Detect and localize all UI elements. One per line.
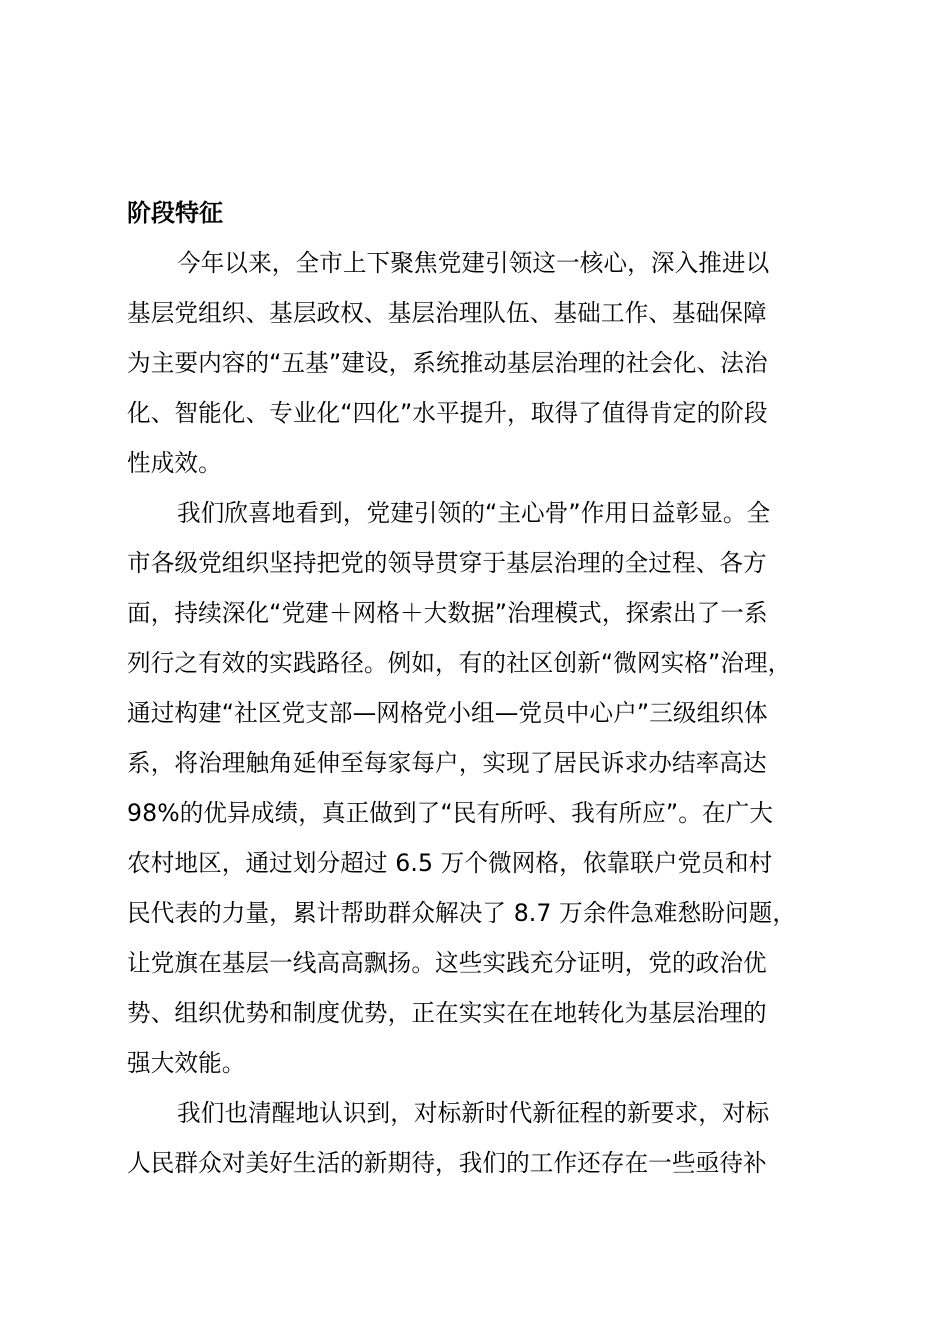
document-body	[127, 246, 847, 1196]
paragraph-2-line-12: 强大效能。	[127, 1049, 246, 1077]
paragraph-2-line-1: 我们欣喜地看到，党建引领的“主心骨”作用日益彰显。全	[177, 499, 771, 527]
paragraph-2-line-11: 势、组织优势和制度优势，正在实实在在地转化为基层治理的	[127, 999, 767, 1027]
paragraph-2-line-8: 农村地区，通过划分超过 6.5 万个微网格，依靠联户党员和村	[127, 849, 773, 877]
paragraph-1-line-1: 今年以来，全市上下聚焦党建引领这一核心，深入推进以	[177, 249, 770, 277]
paragraph-1-line-5: 性成效。	[127, 449, 222, 477]
paragraph-2-line-10: 让党旗在基层一线高高飘扬。这些实践充分证明，党的政治优	[127, 949, 767, 977]
paragraph-3-line-1: 我们也清醒地认识到，对标新时代新征程的新要求，对标	[177, 1099, 770, 1127]
paragraph-2-line-7: 98%的优异成绩，真正做到了“民有所呼、我有所应”。在广大	[127, 799, 774, 827]
paragraph-2-line-5: 通过构建“社区党支部—网格党小组—党员中心户”三级组织体	[127, 699, 768, 727]
paragraph-3-line-2: 人民群众对美好生活的新期待，我们的工作还存在一些亟待补	[127, 1149, 767, 1177]
paragraph-1-line-2: 基层党组织、基层政权、基层治理队伍、基础工作、基础保障	[127, 299, 767, 327]
paragraph-1-line-3: 为主要内容的“五基”建设，系统推动基层治理的社会化、法治	[127, 349, 768, 377]
paragraph-1-line-4: 化、智能化、专业化“四化”水平提升，取得了值得肯定的阶段	[127, 399, 768, 427]
paragraph-2-line-3: 面，持续深化“党建＋网格＋大数据”治理模式，探索出了一系	[127, 599, 768, 627]
paragraph-2-line-2: 市各级党组织坚持把党的领导贯穿于基层治理的全过程、各方	[127, 549, 767, 577]
paragraph-2-line-9: 民代表的力量，累计帮助群众解决了 8.7 万余件急难愁盼问题，	[127, 899, 797, 927]
paragraph-2-line-4: 列行之有效的实践路径。例如，有的社区创新“微网实格”治理，	[127, 649, 792, 677]
section-heading: 阶段特征	[127, 199, 223, 227]
paragraph-2-line-6: 系，将治理触角延伸至每家每户，实现了居民诉求办结率高达	[127, 749, 767, 777]
